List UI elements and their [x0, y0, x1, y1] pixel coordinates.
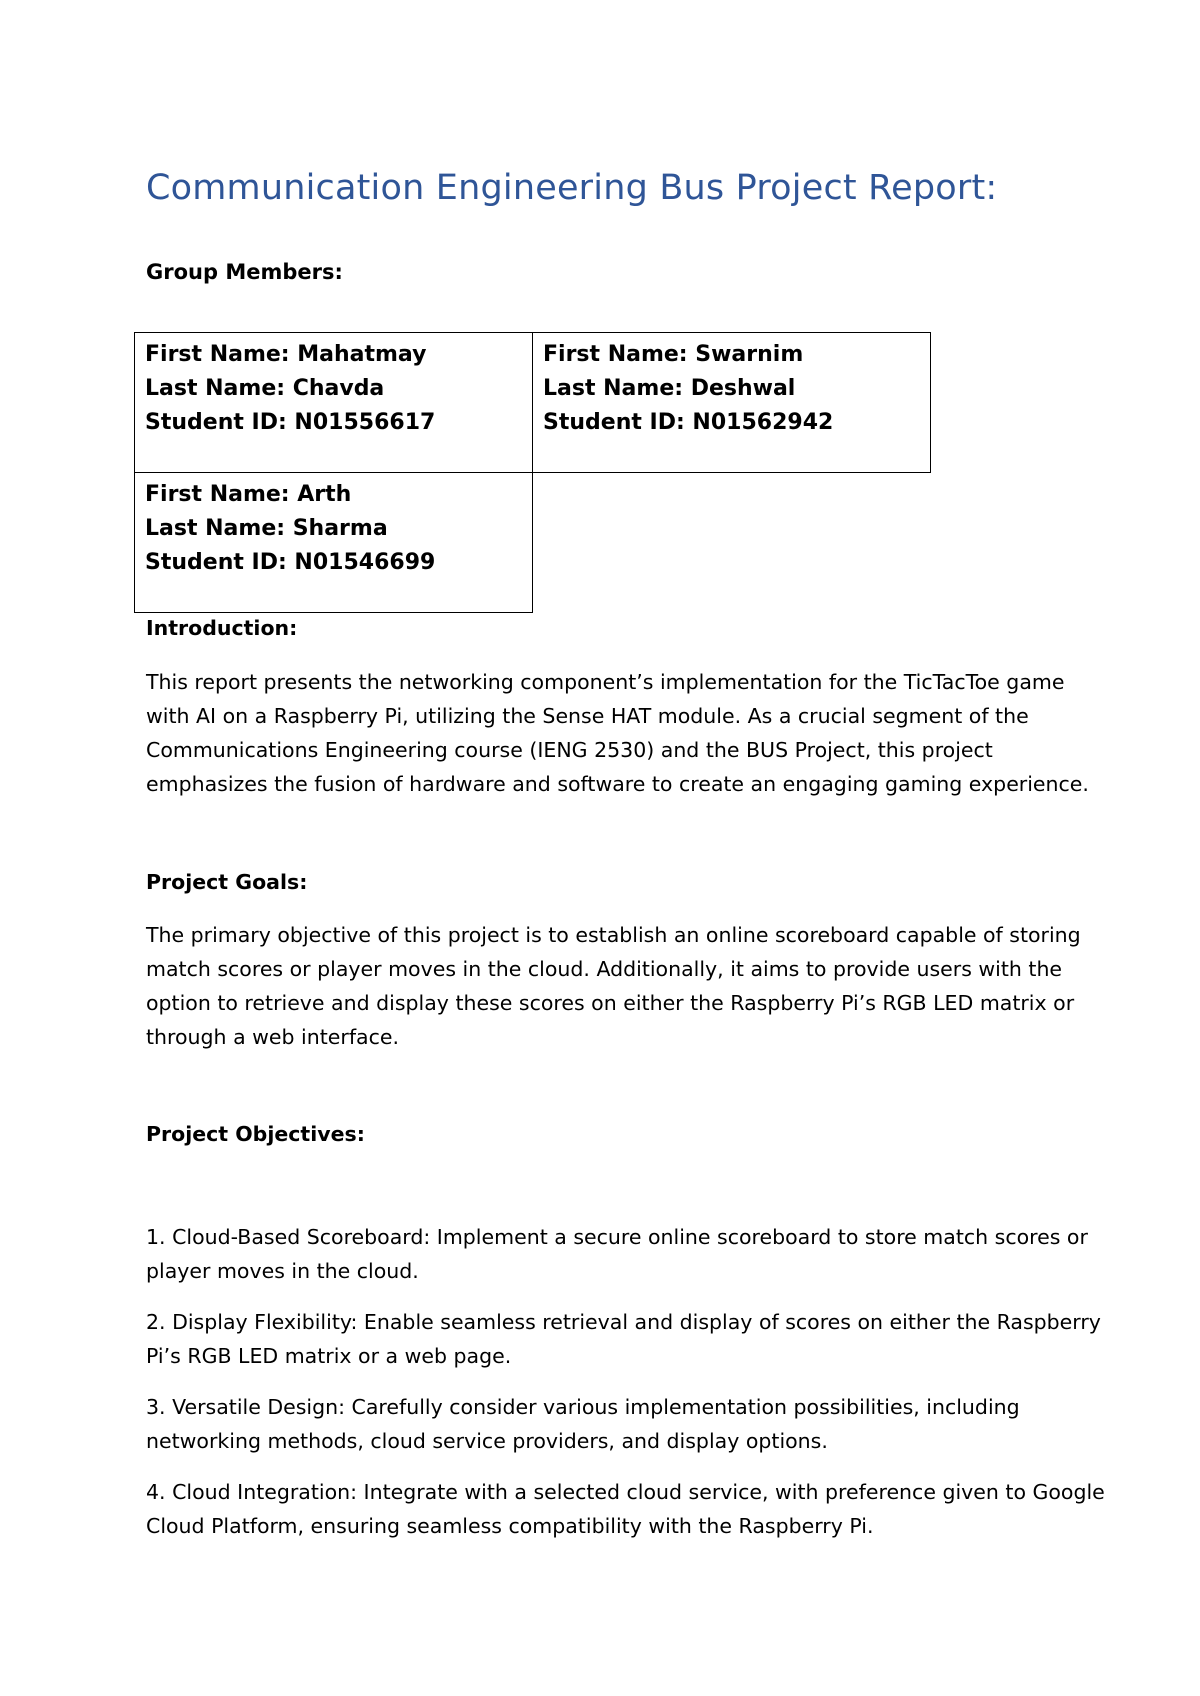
paragraph-line: emphasizes the fusion of hardware and software to create an engaging gaming experience. [146, 772, 1089, 796]
member-cell [135, 333, 533, 473]
objective-item [146, 1390, 1076, 1458]
paragraph-line: option to retrieve and display these scores on either the Raspberry Pi’s RGB LED matrix or [146, 991, 1075, 1015]
paragraph-line: with AI on a Raspberry Pi, utilizing the Sense HAT module. As a crucial segment of the [146, 704, 1029, 728]
paragraph-line: player moves in the cloud. [146, 1259, 419, 1283]
member-card [145, 473, 522, 580]
objective-item [146, 1475, 1105, 1543]
member-student-id: Student ID: N01556617 [145, 410, 436, 435]
introduction-heading: Introduction: [146, 616, 298, 640]
objective-item [146, 1220, 1088, 1288]
group-members-heading: Group Members: [146, 260, 343, 284]
member-cell [135, 473, 533, 613]
member-cell [533, 333, 931, 473]
paragraph-line: match scores or player moves in the cloud. Additionally, it aims to provide users with the [146, 957, 1063, 981]
paragraph-line: Cloud Platform, ensuring seamless compatibility with the Raspberry Pi. [146, 1514, 874, 1538]
group-members-table [134, 332, 931, 613]
project-objectives-heading: Project Objectives: [146, 1122, 365, 1146]
empty-cell [533, 473, 931, 613]
table-row [135, 473, 931, 613]
member-student-id: Student ID: N01546699 [145, 550, 436, 575]
paragraph-line: 2. Display Flexibility: Enable seamless retrieval and display of scores on either the Raspberry [146, 1310, 1101, 1334]
project-goals-heading: Project Goals: [146, 870, 308, 894]
table-row [135, 333, 931, 473]
paragraph-line: Pi’s RGB LED matrix or a web page. [146, 1344, 512, 1368]
member-last-name: Last Name: Sharma [145, 516, 388, 541]
document-title: Communication Engineering Bus Project Report: [146, 168, 998, 208]
paragraph-line: 1. Cloud-Based Scoreboard: Implement a secure online scoreboard to store match scores or [146, 1225, 1088, 1249]
member-first-name: First Name: Arth [145, 482, 352, 507]
introduction-paragraph [146, 665, 1089, 801]
member-card [543, 333, 920, 440]
paragraph-line: 4. Cloud Integration: Integrate with a selected cloud service, with preference given to Google [146, 1480, 1105, 1504]
project-goals-paragraph [146, 918, 1081, 1054]
member-card [145, 333, 522, 440]
paragraph-line: 3. Versatile Design: Carefully consider various implementation possibilities, including [146, 1395, 1020, 1419]
paragraph-line: This report presents the networking component’s implementation for the TicTacToe game [146, 670, 1065, 694]
objective-item [146, 1305, 1101, 1373]
member-first-name: First Name: Mahatmay [145, 342, 427, 367]
paragraph-line: networking methods, cloud service providers, and display options. [146, 1429, 828, 1453]
member-last-name: Last Name: Chavda [145, 376, 385, 401]
member-last-name: Last Name: Deshwal [543, 376, 796, 401]
paragraph-line: through a web interface. [146, 1025, 399, 1049]
member-first-name: First Name: Swarnim [543, 342, 804, 367]
member-student-id: Student ID: N01562942 [543, 410, 834, 435]
paragraph-line: The primary objective of this project is to establish an online scoreboard capable of storing [146, 923, 1081, 947]
paragraph-line: Communications Engineering course (IENG 2530) and the BUS Project, this project [146, 738, 993, 762]
